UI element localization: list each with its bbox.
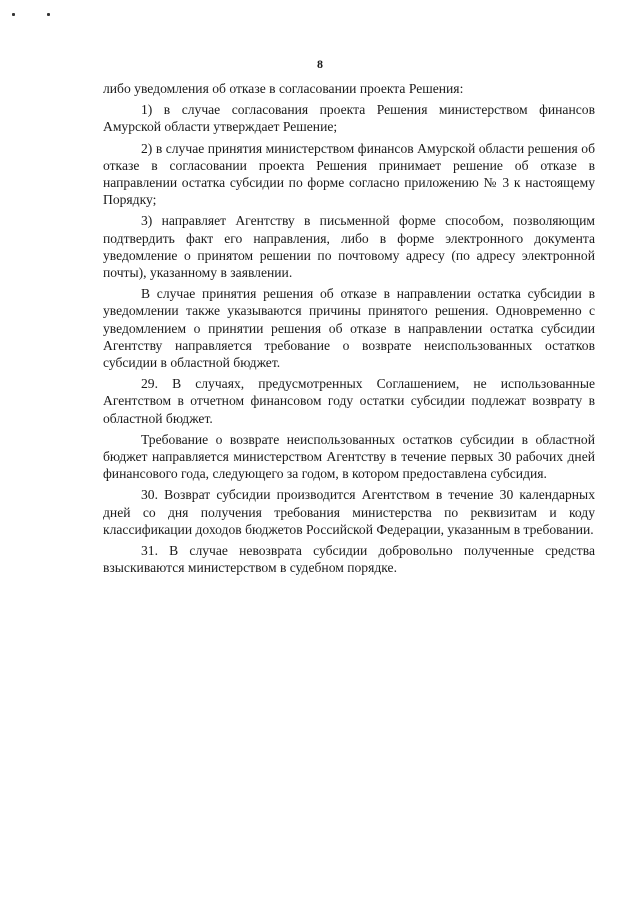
document-body xyxy=(103,80,595,580)
paragraph-item-1: 1) в случае согласования проекта Решения министерством финансов Амурской области утверждает Решение; xyxy=(103,102,595,135)
scan-speck xyxy=(12,13,15,16)
paragraph-refusal-notice: В случае принятия решения об отказе в направлении остатка субсидии в уведомлении также указываются причины принятого решения. Одновременно с уведомлением о принятии решения об отказе в направлении остатка субсидии Агентству направляется требование о возврате неиспользованных остатков субсидии в областной бюджет. xyxy=(103,286,595,371)
paragraph-item-2: 2) в случае принятия министерством финансов Амурской области решения об отказе в согласовании проекта Решения принимает решение об отказе в направлении остатка субсидии по форме согласно приложению № 3 к настоящему Порядку; xyxy=(103,140,595,208)
paragraph-continuation: либо уведомления об отказе в согласовании проекта Решения: xyxy=(103,81,464,96)
paragraph-item-3: 3) направляет Агентству в письменной форме способом, позволяющим подтвердить факт его направления, либо в форме электронного документа уведомление о принятом решении по почтовому адресу (по адресу электронной почты), указанному в заявлении. xyxy=(103,213,595,281)
page-number: 8 xyxy=(317,57,323,71)
paragraph-clause-29: 29. В случаях, предусмотренных Соглашением, не использованные Агентством в отчетном финансовом году остатки субсидии подлежат возврату в областной бюджет. xyxy=(103,376,595,426)
paragraph-return-requirement: Требование о возврате неиспользованных остатков субсидии в областной бюджет направляется министерством Агентству в течение первых 30 рабочих дней финансового года, следующего за годом, в котором предоставлена субсидия. xyxy=(103,431,595,482)
paragraph-clause-31: 31. В случае невозврата субсидии добровольно полученные средства взыскиваются министерством в судебном порядке. xyxy=(103,543,595,576)
scan-speck xyxy=(47,13,50,16)
paragraph-clause-30: 30. Возврат субсидии производится Агентством в течение 30 календарных дней со дня получения требования министерства по реквизитам и коду классификации доходов бюджетов Российской Федерации, указанным в требовании. xyxy=(103,487,595,537)
